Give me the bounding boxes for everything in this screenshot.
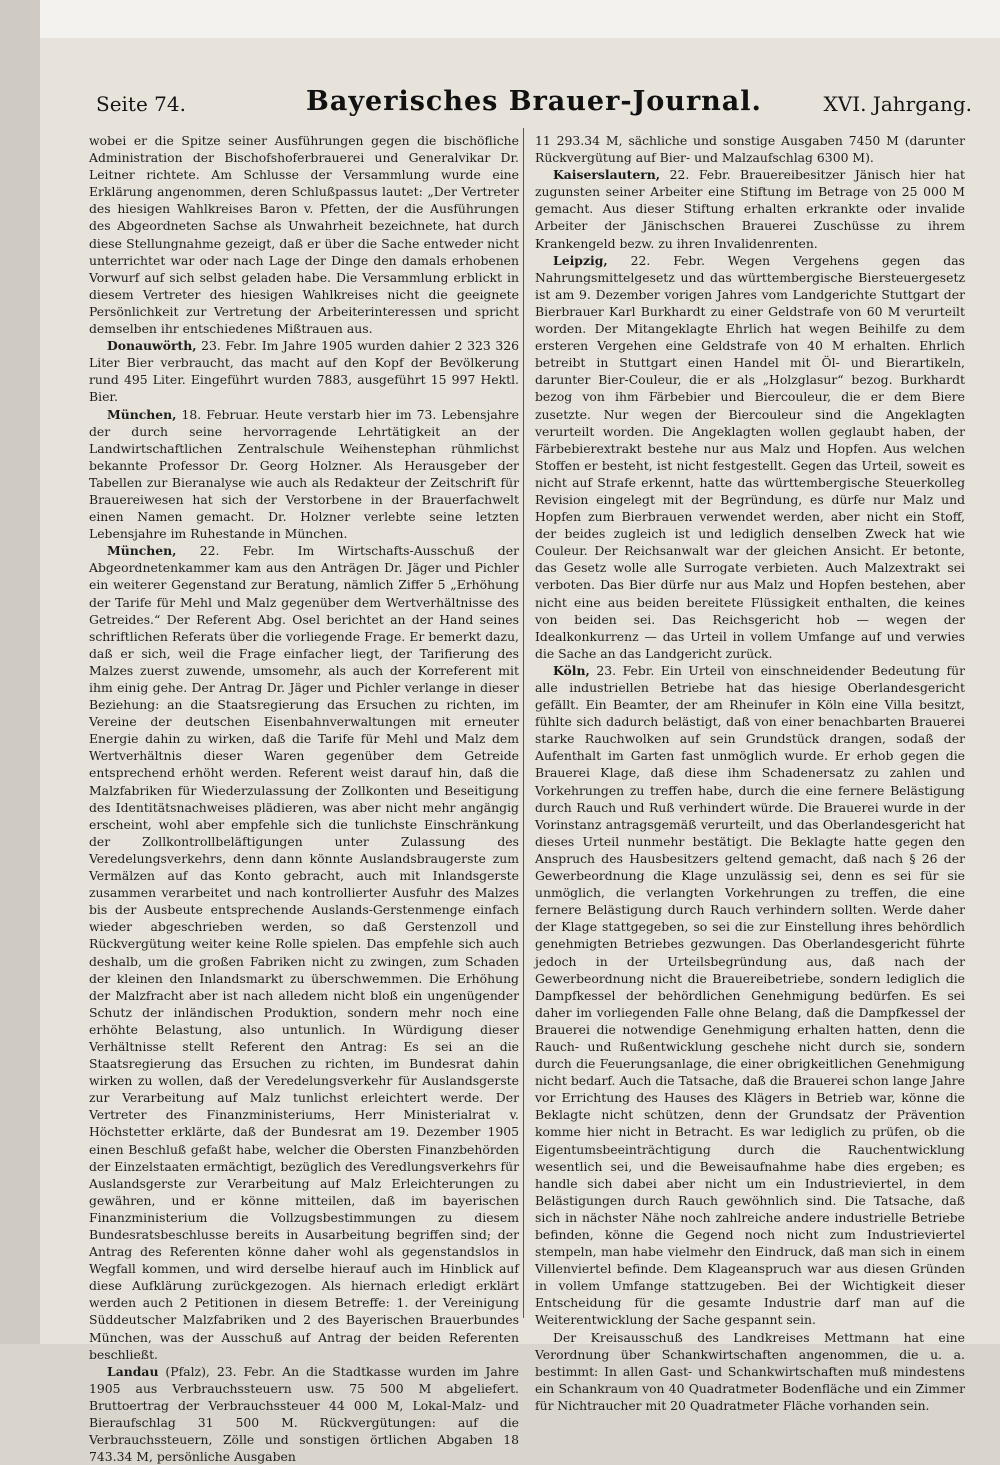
dateline-place: München, [107, 543, 177, 559]
volume-label: XVI. Jahrgang. [823, 92, 972, 116]
article-text: 22. Febr. Im Wirtschafts-Ausschuß der Abgeordnetenkammer kam aus den Anträgen Dr. Jäger und Pichler ein weiterer Gegenstand zur Beratung, nämlich Ziffer 5 „Erhöhung der Tarife für Mehl und Malz gegenüber dem Wertverhältnisse des Getreides.“ Der Referent Abg. Osel berichtet an der Hand seines schriftlichen Referats über die vorliegende Frage. Er bemerkt dazu, daß er sich, weil die Frage einfacher liegt, der Tarifierung des Malzes zuerst zuwende, umsomehr, als auch der Korreferent mit ihm einig gehe. Der Antrag Dr. Jäger und Pichler verlange in dieser Beziehung: an die Staatsregierung das Ersuchen zu richten, im Vereine der deutschen Eisenbahnverwaltungen mit erneuter Energie dahin zu wirken, daß die Tarife für Mehl und Malz dem Wertverhältnis dieser Waren gegenüber dem Getreide entsprechend erhöht werden. Referent weist darauf hin, daß die Malzfabriken für Wiederzulassung der Zollkonten und Beseitigung des Identitätsnachweises plädieren, was aber nicht mehr angängig erscheint, wohl aber empfehle sich die tunlichste Einschränkung der Zollkontrollbeläftigungen unter Zulassung des Veredelungsverkehrs, denn dann könnte Auslandsbraugerste zum Vermälzen auf das Konto gebracht, auch mit Inlandsgerste zusammen verarbeitet und nach kontrollierter Ausfuhr des Malzes bis der Ausbeute entsprechende Auslands-Gerstenmenge einfach wieder abgeschrieben werden, so daß Gerstenzoll und Rückvergütung weiter keine Rolle spielen. Das empfehle sich auch deshalb, um die großen Fabriken nicht zu zwingen, zum Schaden der kleinen den Inlandsmarkt zu überschwemmen. Die Erhöhung der Malzfracht aber ist nach alledem nicht bloß ein ungenügender Schutz der inländischen Produktion, sondern mehr noch eine erhöhte Belastung, also untunlich. In Würdigung dieser Verhältnisse stellt Referent den Antrag: Es sei an die Staatsregierung das Ersuchen zu richten, im Bundesrat dahin wirken zu wollen, daß der Veredelungsverkehr für Auslandsgerste zur Verarbeitung auf Malz tunlichst erleichtert werde. Der Vertreter des Finanzministeriums, Herr Ministerialrat v. Höchstetter erklärte, daß der Bundesrat am 19. Dezember 1905 einen Beschluß gefaßt habe, welcher die Obersten Finanzbehörden der Einzelstaaten ermächtigt, bezüglich des Veredlungsverkehrs für Auslandsgerste zur Verarbeitung auf Malz Erleichterungen zu gewähren, und er könne mitteilen, daß im bayerischen Finanzministerium die Vollzugsbestimmungen zu diesem Bundesratsbeschlusse bereits in Ausarbeitung begriffen sind; der Antrag des Referenten könne daher wohl als gegenstandslos in Wegfall kommen, und wird derselbe hierauf auch im Hinblick auf diese Aufklärung zurückgezogen. Als hiernach erledigt erklärt werden auch 2 Petitionen in diesem Betreffe: 1. der Vereinigung Süddeutscher Malzfabriken und 2 des Bayerischen Brauerbundes München, was der Ausschuß auf Antrag der beiden Referenten beschließt. [89, 543, 519, 1362]
article-paragraph [89, 542, 519, 1363]
article-text: wobei er die Spitze seiner Ausführungen gegen die bischöfliche Administration der Bischofshoferbrauerei und Generalvikar Dr. Leitner richtete. Am Schlusse der Versammlung wurde eine Erklärung angenommen, deren Schlußpassus lautet: „Der Vertreter des hiesigen Wahlkreises Baron v. Pfetten, der die Ausführungen des Abgeordneten Sachse als Unwahrheit bezeichnete, hat durch diese Stellungnahme gezeigt, daß er über die Sache entweder nicht unterrichtet war oder nach Lage der Dinge den damals erhobenen Vorwurf auf sich selbst geladen habe. Die Versammlung erblickt in diesem Vertreter des hiesigen Wahlkreises nicht die geeignete Persönlichkeit zur Vertretung der Arbeiterinteressen und spricht demselben ihr entschiedenes Mißtrauen aus. [89, 133, 519, 337]
article-text: 23. Febr. Im Jahre 1905 wurden dahier 2 323 326 Liter Bier verbraucht, das macht auf den Kopf der Bevölkerung rund 495 Liter. Eingeführt wurden 7883, ausgeführt 15 997 Hektl. Bier. [89, 338, 519, 405]
article-text: (Pfalz), 23. Febr. An die Stadtkasse wurden im Jahre 1905 aus Verbrauchssteuern usw. 75 500 M abgeliefert. Bruttoertrag der Verbrauchssteuer 44 000 M, Lokal-Malz- und Bieraufschlag 31 500 M. Rückvergütungen: auf die Verbrauchssteuern, Zölle und sonstigen örtlichen Abgaben 18 743.34 M, persönliche Ausgaben [89, 1363, 519, 1465]
right-column [535, 132, 965, 1414]
article-paragraph [535, 1329, 965, 1414]
dateline-place: Donauwörth, [107, 338, 197, 354]
article-paragraph [535, 166, 965, 251]
article-paragraph [535, 132, 965, 166]
article-text: 23. Febr. Ein Urteil von einschneidender Bedeutung für alle industriellen Betriebe hat das hiesige Oberlandesgericht gefällt. Ein Beamter, der am Rheinufer in Köln eine Villa besitzt, fühlte sich dadurch belästigt, daß von einer benachbarten Brauerei starke Rauchwolken auf sein Grundstück drangen, sodaß der Aufenthalt im Garten fast unmöglich wurde. Er erhob gegen die Brauerei Klage, daß diese ihm Schadenersatz zu zahlen und Vorkehrungen zu treffen habe, durch die eine fernere Belästigung durch Rauch und Ruß verhindert würde. Die Brauerei wurde in der Vorinstanz antragsgemäß verurteilt, und das Oberlandesgericht hat dieses Urteil nunmehr bestätigt. Die Beklagte hatte gegen den Anspruch des Hausbesitzers geltend gemacht, daß nach § 26 der Gewerbeordnung die Klage unzulässig sei, denn es sei für sie unmöglich, die verlangten Vorkehrungen zu treffen, die eine fernere Belästigung durch Rauch verhindern sollten. Werde daher der Klage stattgegeben, so sei die zur Einstellung ihres behördlich genehmigten Betriebes gezwungen. Das Oberlandesgericht führte jedoch in der Urteilsbegründung aus, daß nach der Gewerbeordnung nicht die Brauereibetriebe, sondern lediglich die Dampfkessel der behördlichen Genehmigung bedürfen. Es sei daher im vorliegenden Falle ohne Belang, daß die Dampfkessel der Brauerei die notwendige Genehmigung erhalten hatten, denn die Rauch- und Rußentwicklung geschehe nicht durch sie, sondern durch die Feuerungsanlage, die einer obrigkeitlichen Genehmigung nicht bedarf. Auch die Tatsache, daß die Brauerei schon lange Jahre vor Errichtung des Hauses des Klägers in Betrieb war, könne die Beklagte nicht schützen, denn der Grundsatz der Prävention komme hier nicht in Betracht. Es war lediglich zu prüfen, ob die Eigentumsbeeinträchtigung durch die Rauchentwicklung wesentlich sei, und die Beweisaufnahme habe dies ergeben; es handle sich dabei aber nicht um ein Industrieviertel, in dem Belästigungen durch Rauch gewöhnlich sind. Die Tatsache, daß sich in nächster Nähe noch zahlreiche andere industrielle Betriebe befinden, könne die Gegend noch nicht zum Industrieviertel stempeln, man habe vielmehr den Eindruck, daß man sich in einem Villenviertel befinde. Dem Klageanspruch war aus diesen Gründen in vollem Umfange stattzugeben. Bei der Wichtigkeit dieser Entscheidung für die gesamte Industrie darf man auf die Weiterentwicklung der Sache gespannt sein. [535, 662, 965, 1328]
page-header [96, 86, 972, 126]
article-paragraph [535, 662, 965, 1329]
dateline-place: Kaiserslautern, [553, 167, 661, 183]
article-text: 18. Februar. Heute verstarb hier im 73. Lebensjahre der durch seine hervorragende Lehrtätigkeit an der Landwirtschaftlichen Zentralschule Weihenstephan rühmlichst bekannte Professor Dr. Georg Holzner. Als Herausgeber der Tabellen zur Bieranalyse wie auch als Redakteur der Zeitschrift für Brauereiwesen hat sich der Verstorbene in der Brauerfachwelt einen Namen gemacht. Dr. Holzner verlebte seine letzten Lebensjahre im Ruhestande in München. [89, 406, 519, 542]
dateline-place: Leipzig, [553, 252, 608, 268]
journal-title: Bayerisches Brauer-Journal. [306, 86, 762, 117]
left-column [89, 132, 519, 1465]
dateline-place: München, [107, 406, 177, 422]
article-paragraph [89, 1363, 519, 1465]
article-text: 22. Febr. Brauereibesitzer Jänisch hier hat zugunsten seiner Arbeiter eine Stiftung im Betrage von 25 000 M gemacht. Aus dieser Stiftung erhalten erkrankte oder invalide Arbeiter der Jänischschen Brauerei Zuschüsse zu ihrem Krankengeld bezw. zu ihren Invalidenrenten. [535, 167, 965, 251]
dateline-place: Landau [107, 1363, 159, 1379]
scan-top-edge [0, 0, 1000, 38]
article-text: 22. Febr. Wegen Vergehens gegen das Nahrungsmittelgesetz und das württembergische Biersteuergesetz ist am 9. Dezember vorigen Jahres vom Landgerichte Stuttgart der Bierbrauer Karl Burkhardt zu einer Geldstrafe von 60 M verurteilt worden. Der Mitangeklagte Ehrlich hat wegen Beihilfe zu dem ersteren Vergehen eine Geldstrafe von 40 M erhalten. Ehrlich betreibt in Stuttgart einen Handel mit Öl- und Bierartikeln, darunter Bier-Couleur, die er als „Holzglasur“ bezog. Burkhardt bezog von ihm Färbebier und Biercouleur, die er dem Biere zusetzte. Nur wegen der Biercouleur sind die Angeklagten verurteilt worden. Die Angeklagten wollen geglaubt haben, der Färbebierextrakt bestehe nur aus Malz und Hopfen. Aus welchen Stoffen er besteht, ist nicht festgestellt. Gegen das Urteil, soweit es nicht auf Strafe erkennt, hatte das württembergische Steuerkolleg Revision eingelegt mit der Begründung, es dürfe nur Malz und Hopfen zum Bierbrauen verwendet werden, aber nicht ein Stoff, der beides zugleich ist und lediglich denselben Zweck hat wie Couleur. Der Reichsanwalt war der gleichen Ansicht. Er betonte, das Gesetz wolle alle Surrogate verbieten. Auch Malzextrakt sei verboten. Das Bier dürfe nur aus Malz und Hopfen bestehen, aber nicht eine aus beiden bereitete Flüssigkeit enthalten, die keines von beiden sei. Das Reichsgericht hob — wegen der Idealkonkurrenz — das Urteil in vollem Umfange auf und verwies die Sache an das Landgericht zurück. [535, 252, 965, 661]
article-text: 11 293.34 M, sächliche und sonstige Ausgaben 7450 M (darunter Rückvergütung auf Bier- und Malzaufschlag 6300 M). [535, 133, 965, 166]
page-number: Seite 74. [96, 92, 186, 116]
column-divider [523, 128, 524, 1318]
article-paragraph [89, 132, 519, 337]
article-paragraph [535, 252, 965, 662]
dateline-place: Köln, [553, 662, 590, 678]
article-paragraph [89, 337, 519, 405]
scan-left-margin [0, 0, 40, 1344]
article-text: Der Kreisausschuß des Landkreises Mettmann hat eine Verordnung über Schankwirtschaften angenommen, die u. a. bestimmt: In allen Gast- und Schankwirtschaften muß mindestens ein Schankraum von 40 Quadratmeter Bodenfläche und ein Zimmer für Nichtraucher mit 20 Quadratmeter Fläche vorhanden sein. [535, 1329, 965, 1413]
article-paragraph [89, 406, 519, 543]
